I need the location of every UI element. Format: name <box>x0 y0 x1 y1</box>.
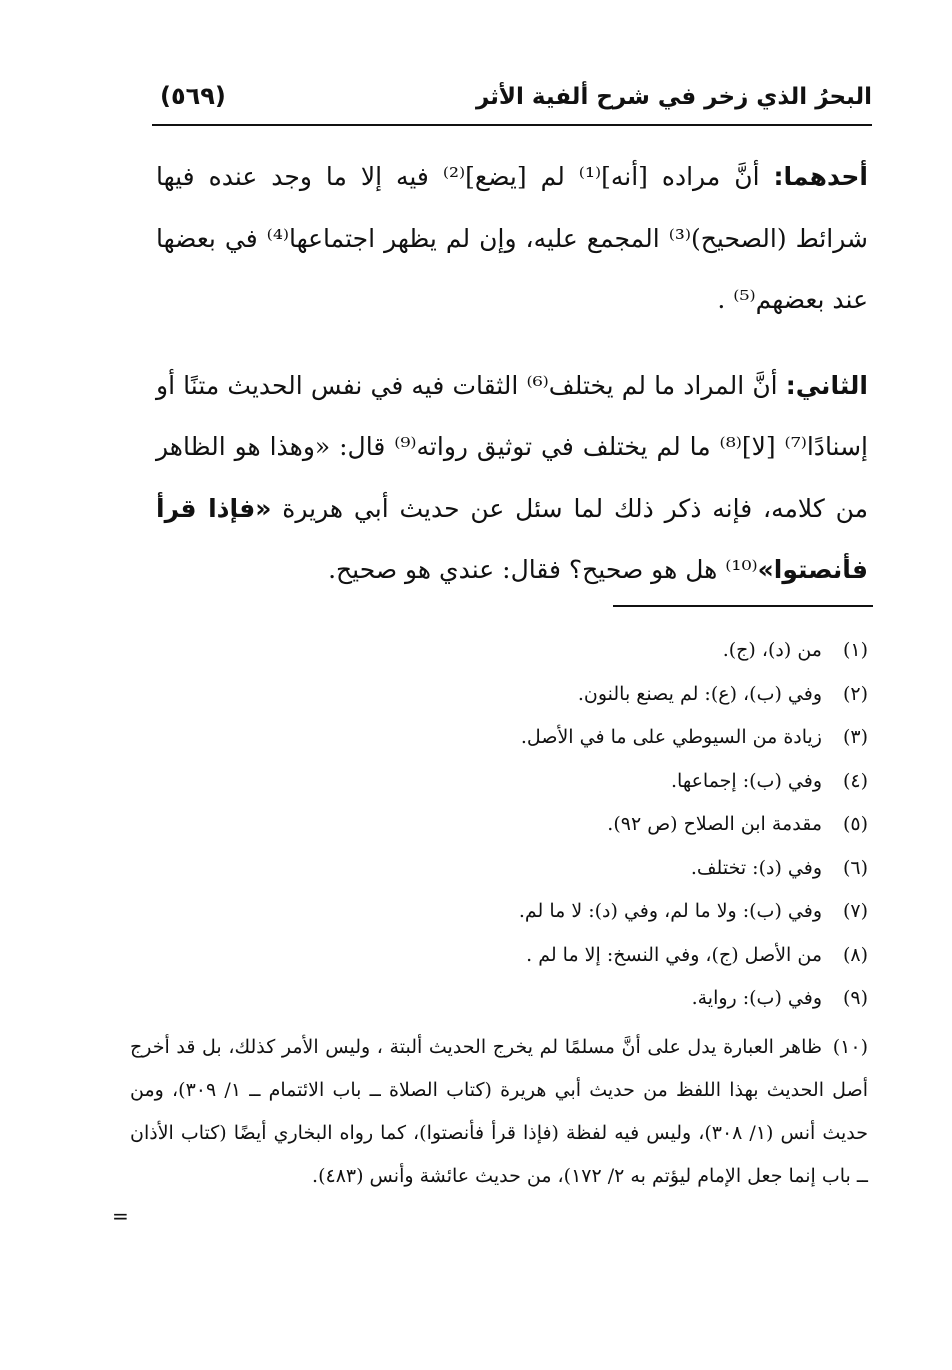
footnote-6 <box>130 852 868 896</box>
footnote-separator <box>613 605 873 607</box>
main-text <box>156 146 868 601</box>
footnote-text: وفي (ب): رواية. <box>691 987 822 1009</box>
footnote-text: وفي (د): تختلف. <box>690 856 822 879</box>
footnote-number: (٦) <box>842 856 868 879</box>
footnote-text: من (د)، (ج). <box>722 639 822 661</box>
paragraph-second-text: أنَّ المراد ما لم يختلف⁽⁶⁾ الثقات فيه في نفس الحديث متنًا أو إسنادًا⁽⁷⁾ [لا]⁽⁸⁾ ما لم يختلف في توثيق رواته⁽⁹⁾ قال: «وهذا هو الظاهر من كلامه، فإنه ذكر ذلك لما سئل عن حديث أبي هريرة <box>156 370 868 523</box>
footnote-number: (٨) <box>842 943 868 966</box>
footnote-number: (٥) <box>842 813 868 835</box>
running-header <box>152 78 872 124</box>
paragraph-second-tail: ⁽¹⁰⁾ هل هو صحيح؟ فقال: عندي هو صحيح. <box>328 555 758 584</box>
header-rule <box>152 124 872 126</box>
footnote-text: وفي (ب)، (ع): لم يصنع بالنون. <box>577 682 822 705</box>
footnote-number: (٧) <box>842 900 868 922</box>
footnote-number: (٣) <box>842 726 868 748</box>
paragraph-second-lead: الثاني: <box>785 370 868 400</box>
footnote-text: من الأصل (ج)، وفي النسخ: إلا ما لم . <box>526 943 822 966</box>
footnote-number: (٩) <box>842 987 868 1009</box>
footnote-text: وفي (ب): ولا ما لم، وفي (د): لا ما لم. <box>518 900 822 922</box>
paragraph-first-text: أنَّ مراده [أنه]⁽¹⁾ لم [يضع]⁽²⁾ فيه إلا ما وجد عنده فيها شرائط (الصحيح)⁽³⁾ المجمع عليه، وإن لم يظهر اجتماعها⁽⁴⁾ في بعضها عند بعضهم⁽⁵⁾ . <box>156 162 868 314</box>
footnote-text: ظاهر العبارة يدل على أنَّ مسلمًا لم يخرج الحديث ألبتة ، وليس الأمر كذلك، بل قد أخرج أصل الحديث بهذا اللفظ من حديث أبي هريرة (كتاب الصلاة ــ باب الائتمام ــ ١/ ٣٠٩)، ومن حديث أنس (١/ ٣٠٨)، وليس فيه لفظة (فإذا قرأ فأنصتوا)، كما رواه البخاري أيضًا (كتاب الأذان ــ باب إنما جعل الإمام ليؤتم به ٢/ ١٧٢)، من حديث عائشة وأنس (٤٨٣). <box>130 1035 868 1187</box>
footnote-number: (١) <box>842 639 868 661</box>
paragraph-first-lead: أحدهما: <box>773 162 868 191</box>
footnote-3 <box>130 721 868 765</box>
footnote-10 <box>130 1026 868 1198</box>
footnote-4 <box>130 765 868 809</box>
footnote-9 <box>130 982 868 1026</box>
footnotes <box>130 634 868 1198</box>
footnote-7 <box>130 895 868 939</box>
footnote-text: زيادة من السيوطي على ما في الأصل. <box>520 726 822 748</box>
footnote-2 <box>130 678 868 722</box>
footnote-5 <box>130 808 868 852</box>
footnote-1 <box>130 634 868 678</box>
page-number: (٥٦٩) <box>160 82 226 110</box>
hadith-quote: «فإذا قرأ فأنصتوا» <box>156 493 868 584</box>
footnote-number: (٢) <box>842 682 868 705</box>
book-title: البحرُ الذي زخر في شرح ألفية الأثر <box>475 84 872 110</box>
paragraph-second <box>156 355 868 601</box>
footnote-text: مقدمة ابن الصلاح (ص ٩٢). <box>607 813 822 835</box>
paragraph-first <box>156 146 868 331</box>
footnote-number: (١٠) <box>832 1035 868 1058</box>
footnote-number: (٤) <box>842 769 868 792</box>
continuation-mark: = <box>112 1204 129 1228</box>
footnote-8 <box>130 939 868 983</box>
footnote-text: وفي (ب): إجماعها. <box>670 769 822 792</box>
